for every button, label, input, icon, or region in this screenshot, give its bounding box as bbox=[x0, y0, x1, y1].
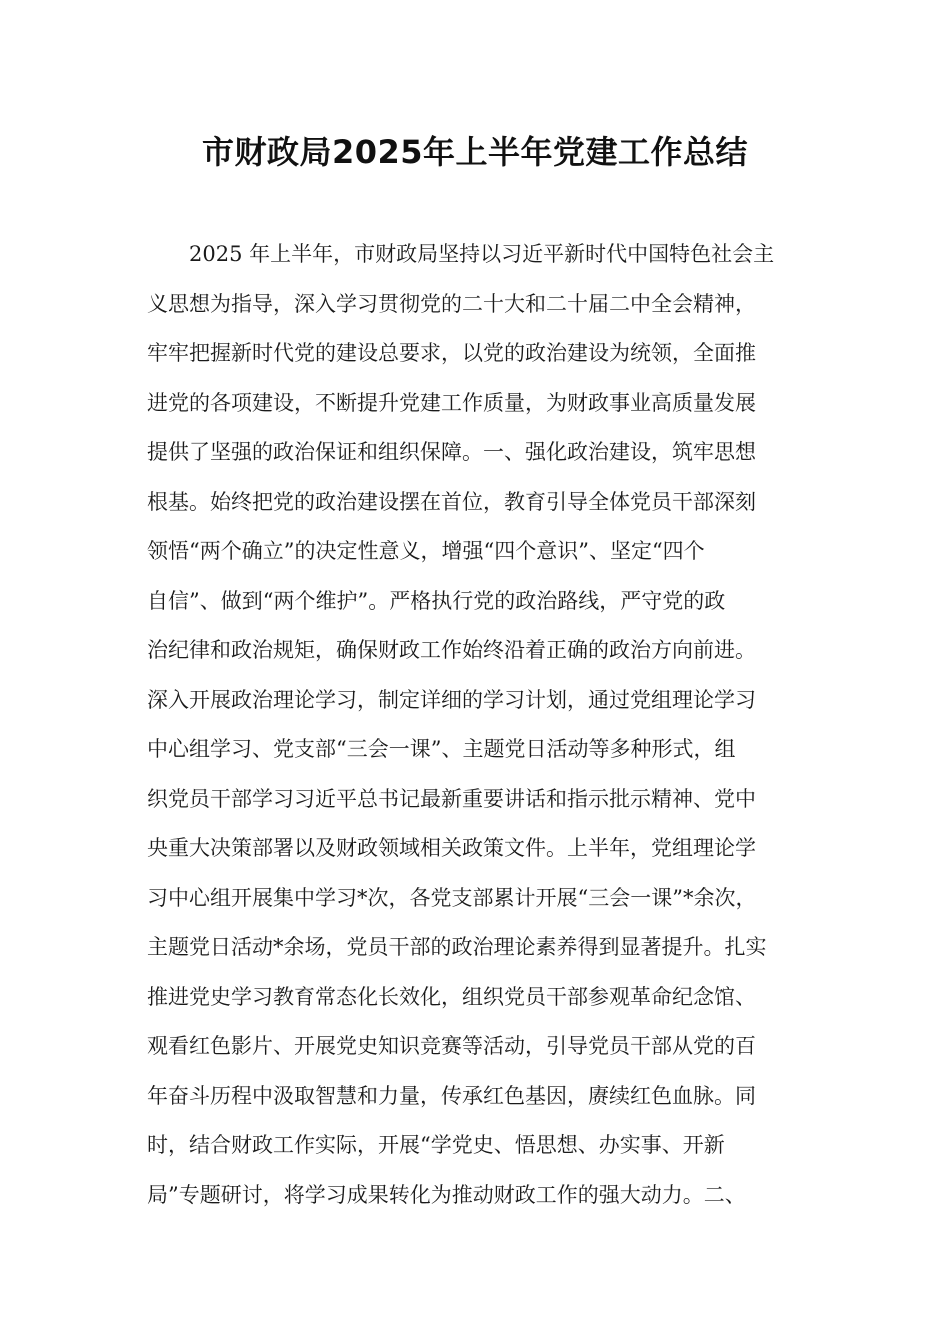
paragraph-line: 观看红色影片、开展党史知识竞赛等活动，引导党员干部从党的百 bbox=[147, 1034, 756, 1058]
paragraph-line: 根基。始终把党的政治建设摆在首位，教育引导全体党员干部深刻 bbox=[147, 489, 756, 514]
paragraph-line: 牢牢把握新时代党的建设总要求，以党的政治建设为统领，全面推 bbox=[147, 341, 756, 365]
paragraph-line: 领悟“两个确立”的决定性意义，增强“四个意识”、坚定“四个 bbox=[147, 539, 705, 563]
paragraph-line: 深入开展政治理论学习，制定详细的学习计划，通过党组理论学习 bbox=[147, 687, 756, 712]
document-title: 市财政局2025年上半年党建工作总结 bbox=[201, 133, 749, 171]
paragraph-line: 提供了坚强的政治保证和组织保障。一、强化政治建设，筑牢思想 bbox=[147, 440, 756, 464]
paragraph-line: 织党员干部学习习近平总书记最新重要讲话和指示批示精神、党中 bbox=[147, 786, 756, 811]
paragraph-line: 2025 年上半年，市财政局坚持以习近平新时代中国特色社会主 bbox=[189, 242, 775, 266]
paragraph-line: 习中心组开展集中学习*次，各党支部累计开展“三会一课”*余次， bbox=[147, 885, 757, 910]
paragraph-line: 央重大决策部署以及财政领域相关政策文件。上半年，党组理论学 bbox=[147, 836, 756, 860]
paragraph-line: 自信”、做到“两个维护”。严格执行党的政治路线，严守党的政 bbox=[147, 588, 726, 613]
paragraph-line: 年奋斗历程中汲取智慧和力量，传承红色基因，赓续红色血脉。同 bbox=[147, 1083, 756, 1108]
paragraph-line: 进党的各项建设，不断提升党建工作质量，为财政事业高质量发展 bbox=[147, 390, 756, 415]
paragraph-line: 义思想为指导，深入学习贯彻党的二十大和二十届二中全会精神， bbox=[147, 291, 756, 316]
paragraph-line: 时，结合财政工作实际，开展“学党史、悟思想、办实事、开新 bbox=[147, 1133, 725, 1157]
paragraph-line: 推进党史学习教育常态化长效化，组织党员干部参观革命纪念馆、 bbox=[147, 984, 756, 1009]
document-body bbox=[147, 230, 827, 1220]
paragraph-line: 主题党日活动*余场，党员干部的政治理论素养得到显著提升。扎实 bbox=[147, 935, 767, 959]
paragraph-line: 局”专题研讨，将学习成果转化为推动财政工作的强大动力。二、 bbox=[147, 1182, 746, 1207]
paragraph-line: 治纪律和政治规矩，确保财政工作始终沿着正确的政治方向前进。 bbox=[147, 638, 756, 662]
paragraph-line: 中心组学习、党支部“三会一课”、主题党日活动等多种形式，组 bbox=[147, 737, 736, 761]
